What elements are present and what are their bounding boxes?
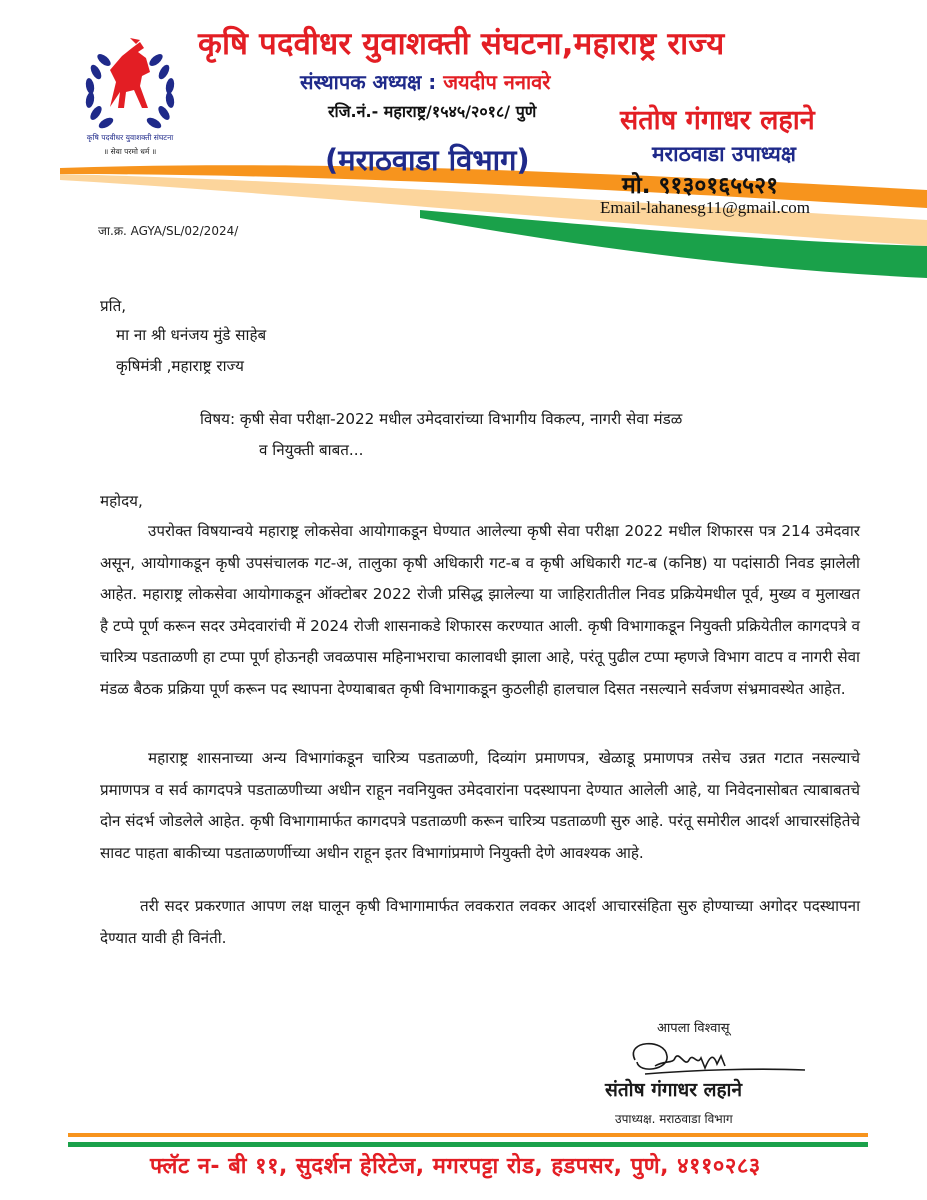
footer-address: फ्लॅट न- बी ११, सुदर्शन हेरिटेज, मगरपट्टा रोड, हडपसर, पुणे, ४११०२८३ (150, 1154, 761, 1179)
founder-label: संस्थापक अध्यक्ष : (300, 70, 437, 94)
svg-text:॥ सेवा परमो धर्म ॥: ॥ सेवा परमो धर्म ॥ (103, 147, 157, 156)
recipient-label: प्रति, (100, 297, 127, 315)
recipient-name: मा ना श्री धनंजय मुंडे साहेब (116, 326, 267, 344)
salutation: महोदय, (100, 492, 143, 510)
organization-logo (70, 12, 190, 167)
closing-post: उपाध्यक्ष. मराठवाडा विभाग (615, 1112, 733, 1126)
reference-number: जा.क्र. AGYA/SL/02/2024/ (98, 224, 239, 238)
footer-tricolor-band (68, 1133, 868, 1147)
organization-title: कृषि पदवीधर युवाशक्ती संघटना,महाराष्ट्र राज्य (198, 26, 725, 62)
founder-name: जयदीप ननावरे (443, 70, 551, 94)
recipient-post: कृषिमंत्री ,महाराष्ट्र राज्य (116, 357, 244, 375)
division-title: (मराठवाडा विभाग) (325, 143, 530, 177)
office-bearer-name: संतोष गंगाधर लहाने (620, 105, 815, 136)
registration-number: रजि.नं.- महाराष्ट्र/१५४५/२०१८/ पुणे (328, 102, 537, 121)
office-bearer-post: मराठवाडा उपाध्यक्ष (652, 142, 796, 166)
paragraph-3: तरी सदर प्रकरणात आपण लक्ष घालून कृषी विभागामार्फत लवकरात लवकर आदर्श आचारसंहिता सुरु होण्याच्या अगोदर पदस्थापना देण्यात यावी ही विनंती. (100, 897, 860, 947)
horse-emblem-icon (85, 38, 176, 130)
subject-line-2: व नियुक्ती बाबत... (259, 441, 364, 459)
closing-name: संतोष गंगाधर लहाने (605, 1079, 743, 1101)
founder-line (300, 68, 550, 95)
paragraph-1: उपरोक्त विषयान्वये महाराष्ट्र लोकसेवा आयोगाकडून घेण्यात आलेल्या कृषी सेवा परीक्षा 2022 मधील शिफारस पत्र 214 उमेदवार असून, आयोगाकडून कृषी उपसंचालक गट-अ, तालुका कृषी अधिकारी गट-ब व कृषी अधिकारी गट-ब (कनिष्ठ) या पदांसाठी निवड झालेली आहेत. महाराष्ट्र लोकसेवा आयोगाकडून ऑक्टोबर 2022 रोजी प्रसिद्ध झालेल्या या जाहिरातीतील निवड प्रक्रियेमधील पूर्व, मुख्य व मुलाखत है टप्पे पूर्ण करून सदर उमेदवारांची में 2024 रोजी शासनाकडे शिफारस करण्यात आली. कृषी विभागाकडून नियुक्ती प्रक्रियेतील कागदपत्रे व चारित्र्य पडताळणी हा टप्पा पूर्ण होऊनही जवळपास महिनाभराचा कालावधी झाला आहे, परंतू पुढील टप्पा म्हणजे विभाग वाटप व नागरी सेवा मंडळ बैठक प्रक्रिया पूर्ण करून पद स्थापना देण्याबाबत कृषी विभागाकडून कुठलीही हालचाल दिसत नसल्याने सर्वजण संभ्रमावस्थेत आहेत. (100, 522, 860, 698)
paragraph-2: महाराष्ट्र शासनाच्या अन्य विभागांकडून चारित्र्य पडताळणी, दिव्यांग प्रमाणपत्र, खेळाडू प्रमाणपत्र तसेच उन्नत गटात नसल्याचे प्रमाणपत्र व सर्व कागदपत्रे पडताळणीच्या अधीन राहून नवनियुक्त उमेदवारांना पदस्थापना देण्यात आलेली आहे, या निवेदनासोबत त्याबाबतचे दोन संदर्भ जोडलेले आहेत. कृषी विभागामार्फत कागदपत्रे पडताळणी करून चारित्र्य पडताळणी सुरु आहे. परंतू समोरील आदर्श आचारसंहितेचे सावट पाहता बाकीच्या पडताळणर्णीच्या अधीन राहून इतर विभागांप्रमाणे नियुक्ती देणे आवश्यक आहे. (100, 749, 860, 862)
mobile-number: मो. ९१३०१६५५२१ (622, 173, 779, 199)
closing-yours: आपला विश्वासू (657, 1021, 730, 1036)
subject-line-1: विषय: कृषी सेवा परीक्षा-2022 मधील उमेदवारांच्या विभागीय विकल्प, नागरी सेवा मंडळ (200, 410, 683, 428)
svg-text:कृषि पदवीधर युवाशक्ती संघटना: कृषि पदवीधर युवाशक्ती संघटना (86, 133, 174, 142)
email-address: Email-lahanesg11@gmail.com (600, 198, 810, 217)
